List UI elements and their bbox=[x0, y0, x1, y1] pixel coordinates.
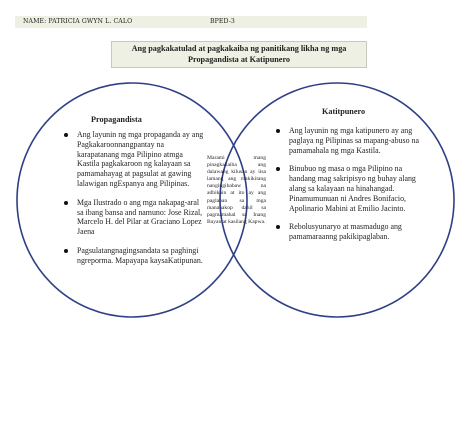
bullet-icon bbox=[64, 133, 68, 137]
section-code: BPED-3 bbox=[210, 18, 235, 25]
left-point: Ang layunin ng mga propaganda ay ang Pagkakaroonnangpantay na karapatanang mga Pilipino atmga Kastila pagkakaroon ng kalayaan sa pamamahayag at pagsulat at gawing lalawigan ngEspanya ang Pilipinas. bbox=[64, 130, 204, 189]
bullet-icon bbox=[276, 167, 280, 171]
left-heading: Propagandista bbox=[91, 115, 142, 124]
diagram-title-line-2: Propagandista at Katipunero bbox=[187, 54, 291, 64]
bullet-icon bbox=[276, 225, 280, 229]
bullet-icon bbox=[64, 249, 68, 253]
bullet-icon bbox=[64, 201, 68, 205]
left-point: Mga Ilustrado o ang mga nakapag-aral sa ibang bansa and namuno: Jose Rizal, Marcelo H. del Pilar at Graciano Lopez Jaena bbox=[64, 198, 204, 237]
overlap-common-text: Marami mang pinagkakaiba ang dalawang kilusan ay iisa lamang ang makikitang nangingibabaw na adhikain at ito ay ang paglaban sa mga mananakop dahil sa pagmamahal sa Inang Bayan at kasilang Kapwa. bbox=[207, 155, 266, 225]
right-point: Rebolusyunaryo at masmadugo ang pamamaraanng pakikipaglaban. bbox=[276, 222, 424, 242]
right-point: Ang layunin ng mga katipunero ay ang paglaya ng Pilipinas sa mapang-abuso na pamamahala ng mga Kastila. bbox=[276, 126, 424, 155]
bullet-icon bbox=[276, 129, 280, 133]
diagram-title-line-1: Ang pagkakatulad at pagkakaiba ng panitikang likha ng mga bbox=[131, 44, 347, 53]
left-point: Pagsulatangnagingsandata sa paghingi ngreporma. Mapayapa kaysaKatipunan. bbox=[64, 246, 204, 266]
right-point: Binubuo ng masa o mga Pilipino na handang mag sakripisyo ng buhay alang alang sa kalayaan na hinahangad. Pinamumunuan ni Andres Bonifacio, Apolinario Mabini at Emilio Jacinto. bbox=[276, 164, 424, 213]
left-points-list bbox=[64, 130, 204, 275]
student-name: NAME: PATRICIA GWYN L. CALO bbox=[23, 18, 133, 25]
right-heading: Katitpunero bbox=[322, 107, 366, 116]
right-points-list bbox=[276, 126, 424, 251]
